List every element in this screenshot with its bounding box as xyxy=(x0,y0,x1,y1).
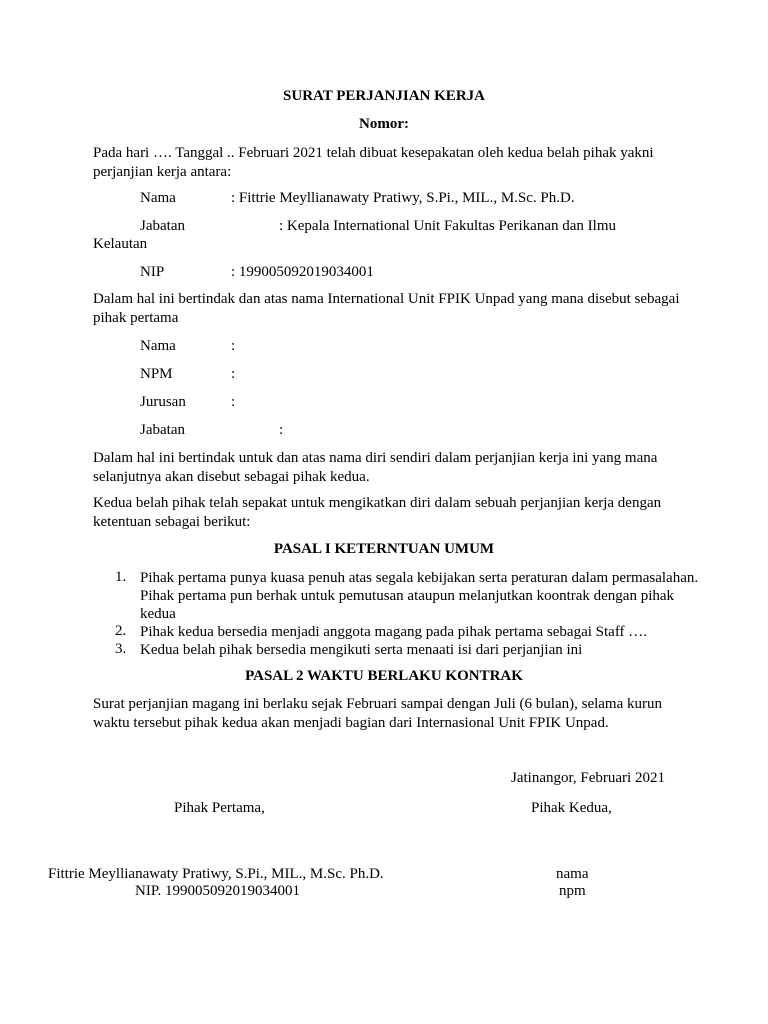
pasal1-heading: PASAL I KETERNTUAN UMUM xyxy=(273,541,495,557)
party1-nip-label: NIP xyxy=(140,264,165,280)
party1-nama-label: Nama xyxy=(140,190,176,206)
party2-jurusan-colon: : xyxy=(231,394,236,410)
pasal1-item-number: 1. xyxy=(115,569,127,585)
place-date: Jatinangor, Februari 2021 xyxy=(511,770,665,786)
party2-npm-colon: : xyxy=(231,366,236,382)
party1-nama-value: : Fittrie Meyllianawaty Pratiwy, S.Pi., MIL., M.Sc. Ph.D. xyxy=(231,190,575,206)
party1-nip-value: : 199005092019034001 xyxy=(231,264,374,280)
signature-first-nip: NIP. 199005092019034001 xyxy=(135,883,301,899)
party2-description: Dalam hal ini bertindak untuk dan atas nama diri sendiri dalam perjanjian kerja ini yang mana selanjutnya akan disebut sebagai pihak kedua. xyxy=(93,450,658,485)
party1-jabatan-label: Jabatan xyxy=(140,218,185,234)
party2-jabatan-colon: : xyxy=(279,422,284,438)
pasal1-item-number: 3. xyxy=(115,641,127,657)
signature-second-npm: npm xyxy=(559,883,586,899)
pasal2-heading: PASAL 2 WAKTU BERLAKU KONTRAK xyxy=(245,668,523,684)
pasal1-item-text: Pihak pertama punya kuasa penuh atas segala kebijakan serta peraturan dalam permasalahan. Pihak pertama pun berhak untuk pemutusan ataupun melanjutkan koontrak dengan pihak kedua xyxy=(140,570,699,622)
document-number: Nomor: xyxy=(359,116,409,132)
signature-second-name: nama xyxy=(556,866,589,882)
party1-jabatan-value: : Kepala International Unit Fakultas Perikanan dan Ilmu xyxy=(279,218,616,234)
party2-jurusan-label: Jurusan xyxy=(140,394,186,410)
pasal1-item-number: 2. xyxy=(115,623,127,639)
party2-jabatan-label: Jabatan xyxy=(140,422,185,438)
party2-npm-label: NPM xyxy=(140,366,173,382)
pasal2-paragraph: Surat perjanjian magang ini berlaku sejak Februari sampai dengan Juli (6 bulan), selama kurun waktu tersebut pihak kedua akan menjadi bagian dari Internasional Unit FPIK Unpad. xyxy=(93,696,662,731)
agreement-paragraph: Kedua belah pihak telah sepakat untuk mengikatkan diri dalam sebuah perjanjian kerja dengan ketentuan sebagai berikut: xyxy=(93,495,662,530)
party1-description: Dalam hal ini bertindak dan atas nama International Unit FPIK Unpad yang mana disebut sebagai pihak pertama xyxy=(93,291,680,326)
signature-first-name: Fittrie Meyllianawaty Pratiwy, S.Pi., MIL., M.Sc. Ph.D. xyxy=(48,866,384,882)
pasal1-item-text: Kedua belah pihak bersedia mengikuti serta menaati isi dari perjanjian ini xyxy=(140,642,583,658)
pasal1-item-text: Pihak kedua bersedia menjadi anggota magang pada pihak pertama sebagai Staff …. xyxy=(140,624,648,640)
document-title: SURAT PERJANJIAN KERJA xyxy=(283,88,485,104)
party2-nama-colon: : xyxy=(231,338,236,354)
signature-second-label: Pihak Kedua, xyxy=(531,800,612,816)
party2-nama-label: Nama xyxy=(140,338,176,354)
signature-first-label: Pihak Pertama, xyxy=(174,800,265,816)
intro-paragraph: Pada hari …. Tanggal .. Februari 2021 telah dibuat kesepakatan oleh kedua belah pihak yakni perjanjian kerja antara: xyxy=(93,145,654,180)
party1-jabatan-continuation: Kelautan xyxy=(93,236,148,252)
